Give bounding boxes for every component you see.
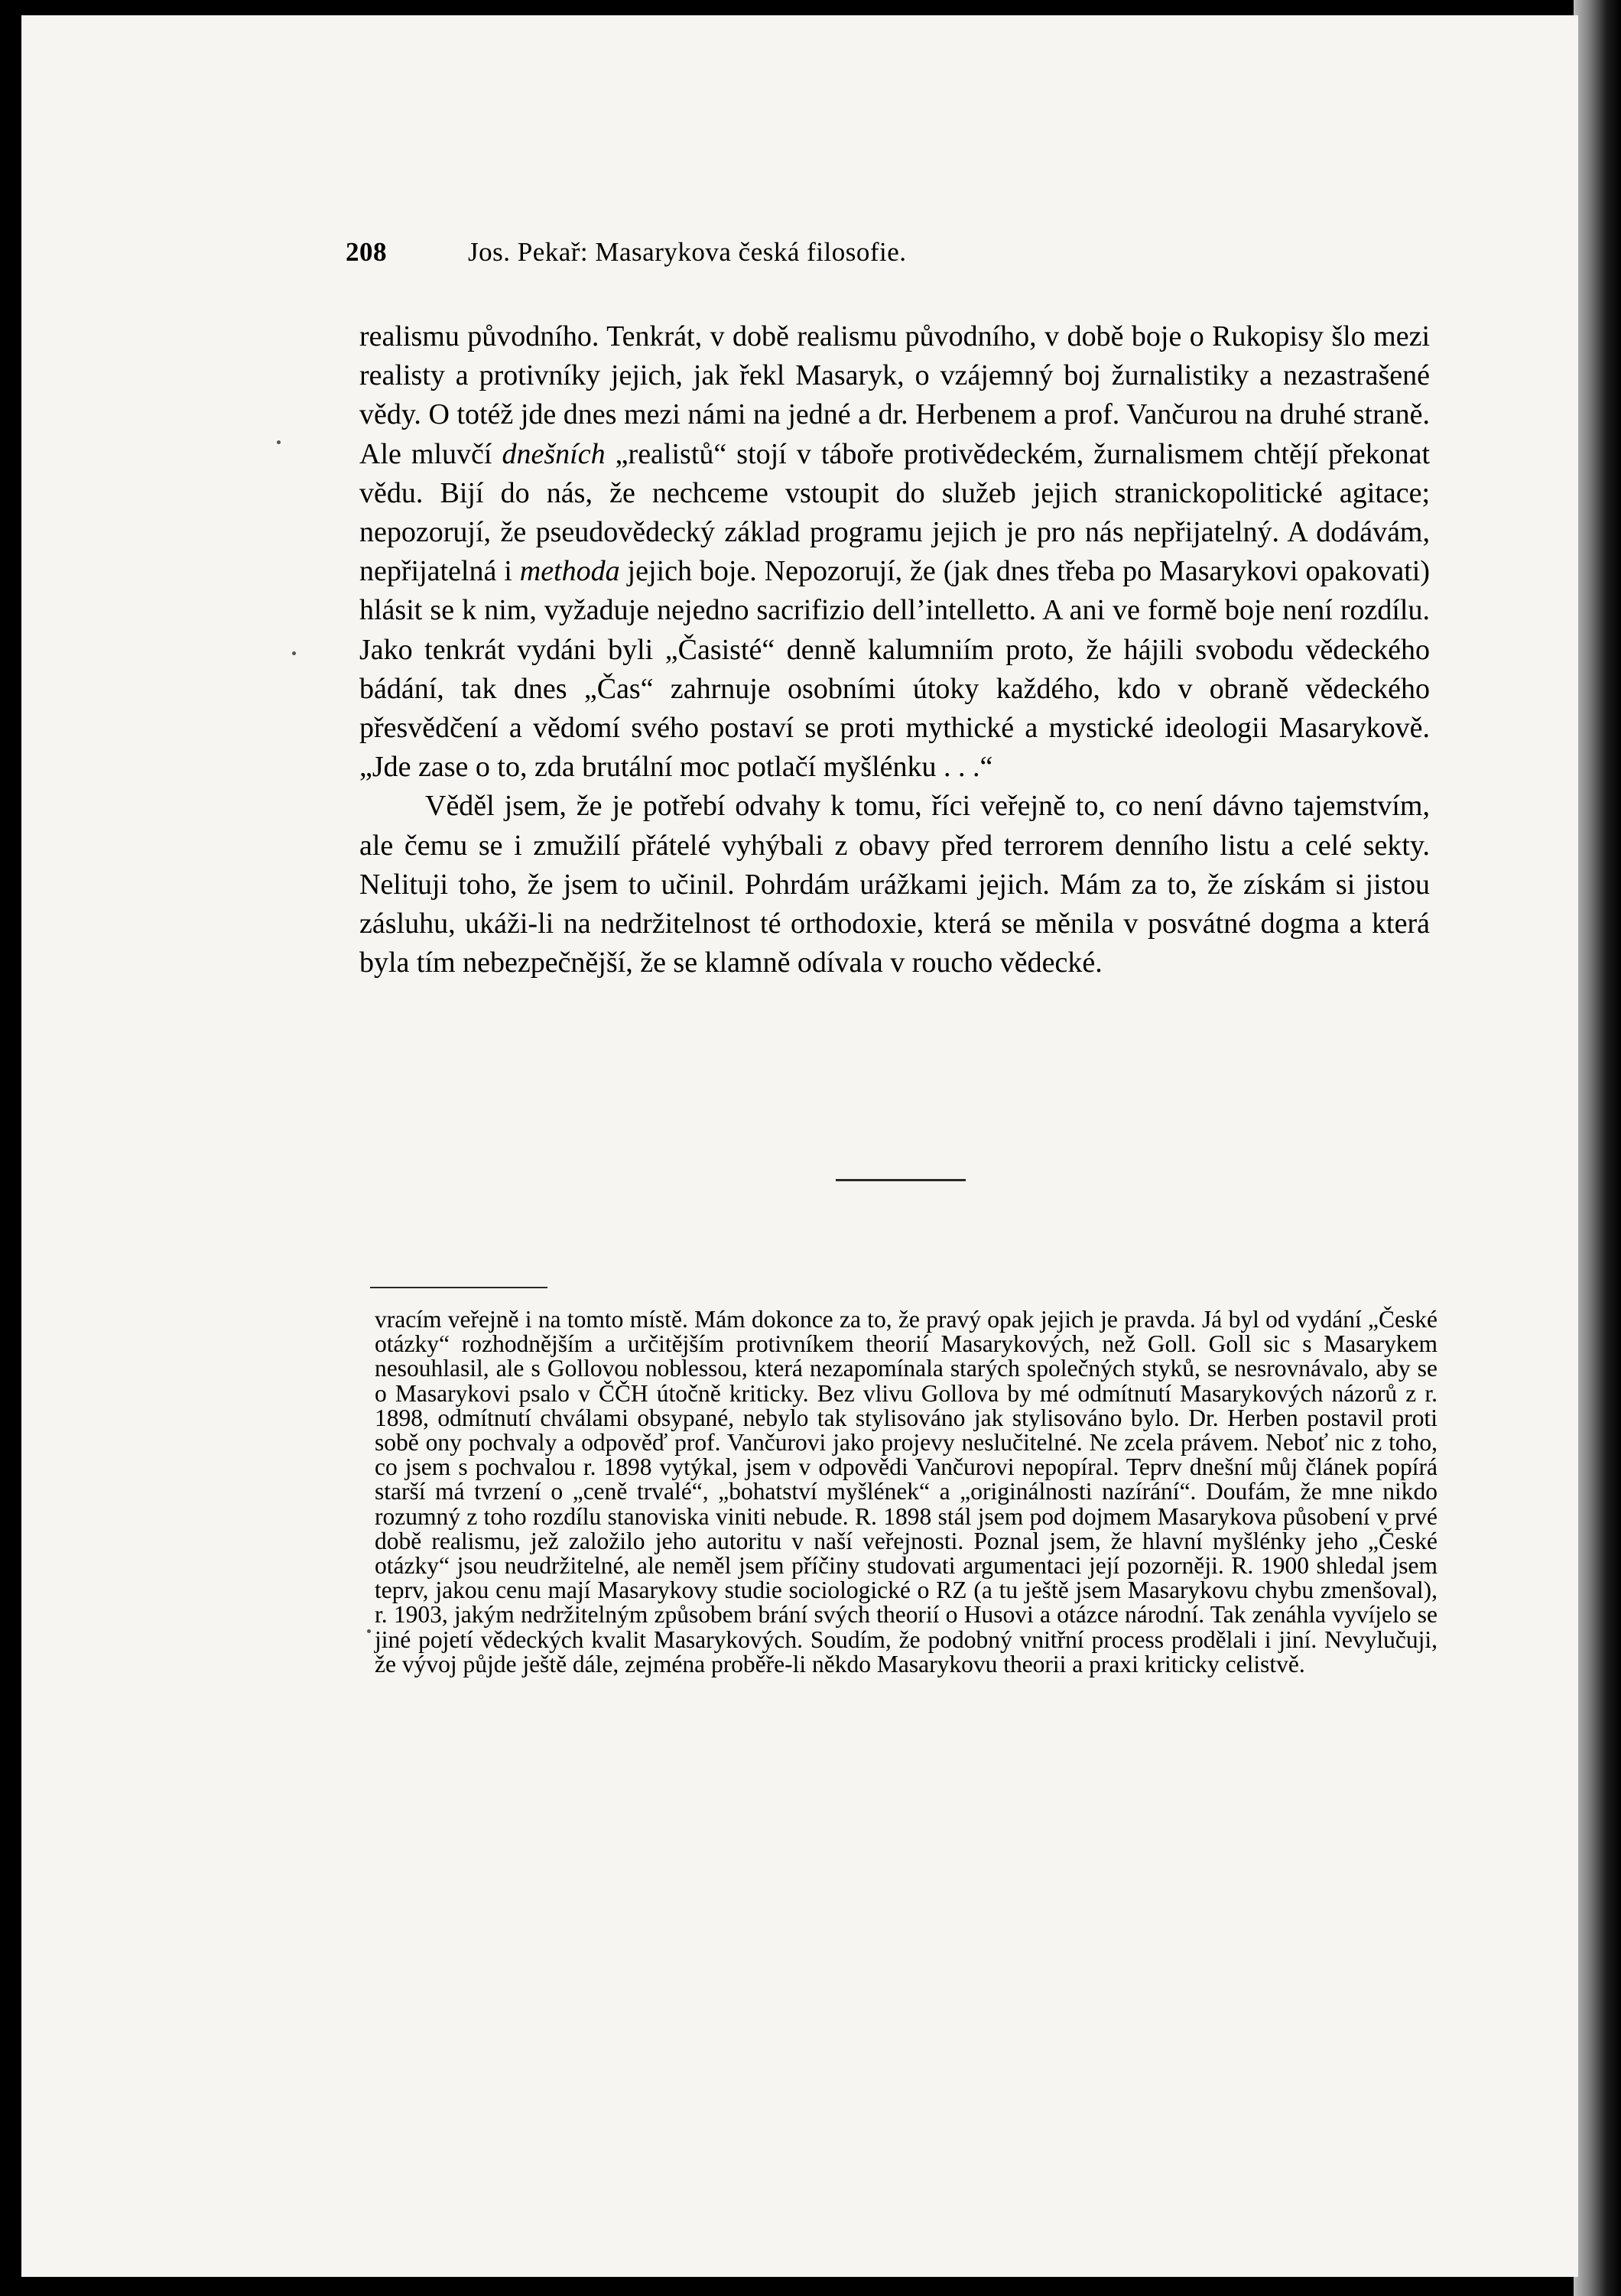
scan-speck	[367, 1629, 371, 1633]
main-text	[359, 317, 1430, 982]
body-paragraph-1	[359, 317, 1430, 787]
italic-emphasis: methoda	[519, 555, 620, 588]
scan-speck	[277, 440, 281, 444]
scan-speck	[292, 651, 296, 655]
body-text-run: realismu původního. Tenkrát, v době realismu původního, v době boje o Rukopisy šlo mezi realisty a protivníky jejich, jak řekl Masaryk, o vzájemný boj žurnalistiky a nezastrašené vědy. O totéž jde dnes mezi námi na jedné a dr. Herbenem a prof. Vančurou na druhé straně. Ale mluvčí	[359, 320, 1430, 470]
body-text-run: jejich boje. Nepozorují, že (jak dnes třeba po Masarykovi opakovati) hlásit se k nim, vyžaduje nejedno sacrifizio dell’intelletto. A ani ve formě boje není rozdílu. Jako tenkrát vydáni byli „Časisté“ denně kalumniím proto, že hájili svobodu vědeckého bádání, tak dnes „Čas“ zahrnuje osobními útoky každého, kdo v obraně vědeckého přesvědčení a vědomí svého postaví se proti mythické a mystické ideologii Masarykově. „Jde zase o to, zda brutální moc potlačí myšlénku . . .“	[359, 555, 1430, 784]
page-number: 208	[346, 237, 387, 267]
footnote-text: vracím veřejně i na tomto místě. Mám dokonce za to, že pravý opak jejich je pravda. Já byl od vydání „České otázky“ rozhodnějším a určitějším protivníkem theorií Masarykových, než Goll. Goll sic s Masarykem nesouhlasil, ale s Gollovou noblessou, která nezapomínala starých společných styků, se nesrovnávalo, aby se o Masarykovi psalo v ČČH útočně kriticky. Bez vlivu Gollova by mé odmítnutí Masarykových názorů z r. 1898, odmítnutí chválami obsypané, nebylo tak stylisováno jak stylisováno bylo. Dr. Herben postavil proti sobě ony pochvaly a odpověď prof. Vančurovi jako projevy neslučitelné. Ne zcela právem. Neboť nic z toho, co jsem s pochvalou r. 1898 vytýkal, jsem v odpovědi Vančurovi nepopíral. Teprv dnešní můj článek popírá starší má tvrzení o „ceně trvalé“, „bohatství myšlének“ a „originálnosti nazírání“. Doufám, že mne nikdo rozumný z toho rozdílu stanoviska viniti nebude. R. 1898 stál jsem pod dojmem Masarykova působení v prvé době realismu, jež založilo jeho autoritu v naší veřejnosti. Poznal jsem, že hlavní myšlénky jeho „České otázky“ jsou neudržitelné, ale neměl jsem příčiny studovati argumentaci její pozorněji. R. 1900 shledal jsem teprv, jakou cenu mají Masarykovy studie sociologické o RZ (a tu ještě jsem Masarykovu chybu zmenšoval), r. 1903, jakým nedržitelným způsobem brání svých theorií o Husovi a otázce národní. Tak zenáhla vyvíjelo se jiné pojetí vědeckých kvalit Masarykových. Soudím, že podobný vnitřní process prodělali i jiní. Nevylučuji, že vývoj půjde ještě dále, zejména proběře-li někdo Masarykovu theorii a praxi kriticky celistvě.	[375, 1306, 1437, 1677]
footnote-rule	[370, 1287, 547, 1288]
running-title: Jos. Pekař: Masarykova česká filosofie.	[468, 237, 907, 267]
running-header	[346, 237, 1416, 268]
body-paragraph-2: Věděl jsem, že je potřebí odvahy k tomu, říci veřejně to, co není dávno tajemstvím, ale čemu se i zmužilí přátelé vyhýbali z obavy před terrorem denního listu a celé sekty. Nelituji toho, že jsem to učinil. Pohrdám urážkami jejich. Mám za to, že získám si jistou zásluhu, ukáži-li na nedržitelnost té orthodoxie, která se měnila v posvátné dogma a která byla tím nebezpečnější, že se klamně odívala v roucho vědecké.	[359, 790, 1430, 979]
italic-emphasis: dnešních	[502, 437, 606, 470]
footnote	[375, 1307, 1437, 1677]
section-divider	[836, 1179, 966, 1181]
body-text-run: „realistů“ stojí v táboře protivědeckém, žurnalismem chtějí překonat vědu. Bijí do nás, že nechceme vstoupit do služeb jejich stranickopolitické agitace; nepozorují, že pseudovědecký základ programu jejich je pro nás nepřijatelný. A dodávám, nepřijatelná i	[359, 437, 1430, 588]
scan-edge-shadow	[1574, 0, 1621, 2296]
